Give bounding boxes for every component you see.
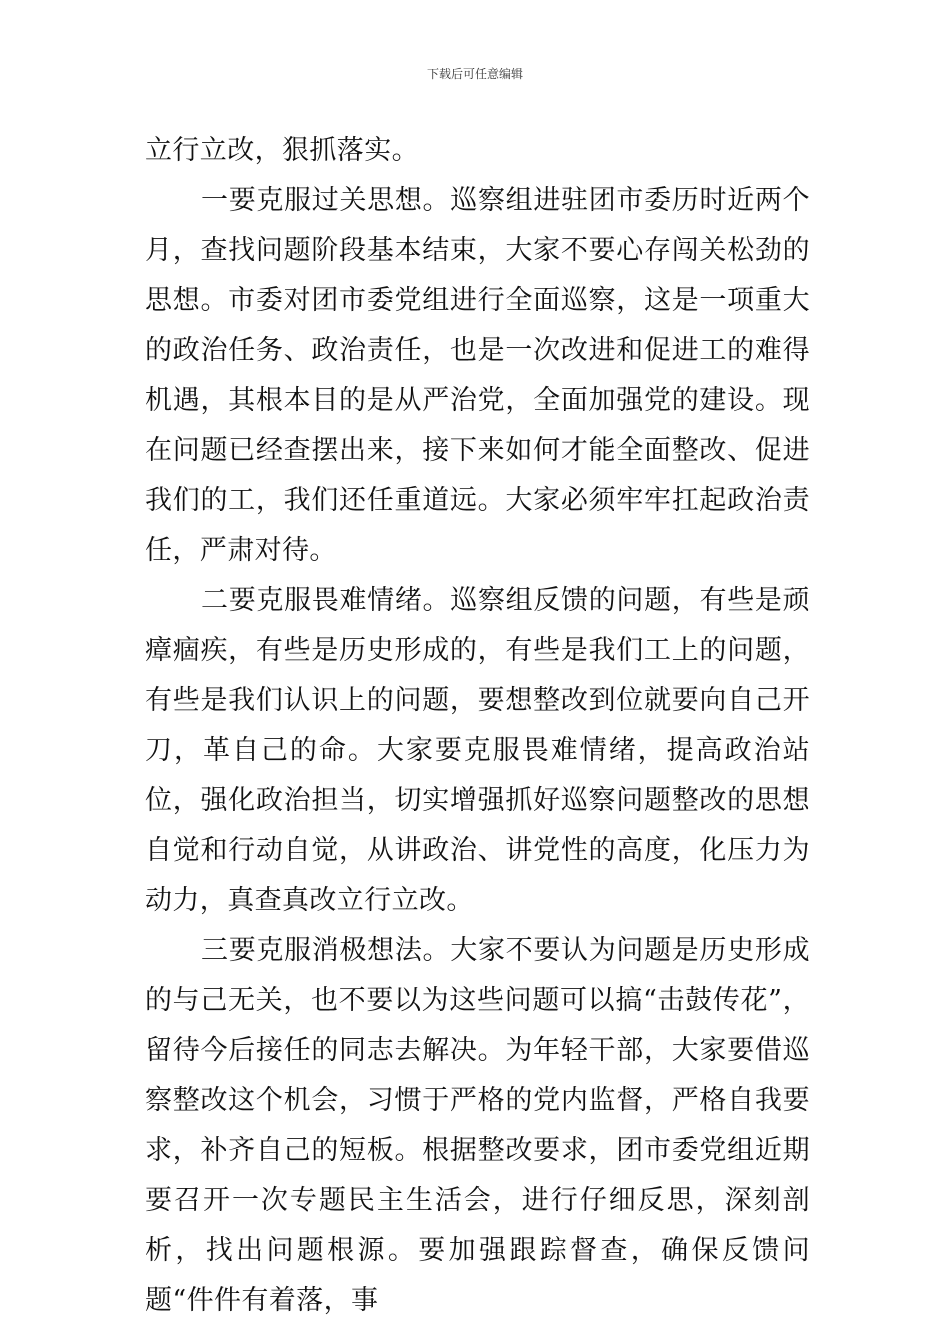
paragraph-first-point: 一要克服过关思想。巡察组进驻团市委历时近两个月，查找问题阶段基本结束，大家不要心存闯关松劲的思想。市委对团市委党组进行全面巡察，这是一项重大的政治任务、政治责任，也是一次改进和促进工的难得机遇，其根本目的是从严治党，全面加强党的建设。现在问题已经查摆出来，接下来如何才能全面整改、促进我们的工，我们还任重道远。大家必须牢牢扛起政治责任，严肃对待。	[145, 185, 810, 566]
page-header: 下载后可任意编辑	[426, 67, 523, 81]
paragraph-continuation: 立行立改，狠抓落实。	[145, 135, 419, 166]
document-body	[145, 126, 810, 1326]
paragraph-second-point: 二要克服畏难情绪。巡察组反馈的问题，有些是顽瘴痼疾，有些是历史形成的，有些是我们工上的问题，有些是我们认识上的问题，要想整改到位就要向自己开刀，革自己的命。大家要克服畏难情绪，提高政治站位，强化政治担当，切实增强抓好巡察问题整改的思想自觉和行动自觉，从讲政治、讲党性的高度，化压力为动力，真查真改立行立改。	[145, 585, 810, 916]
paragraph-third-point: 三要克服消极想法。大家不要认为问题是历史形成的与己无关，也不要以为这些问题可以搞“击鼓传花”，留待今后接任的同志去解决。为年轻干部，大家要借巡察整改这个机会，习惯于严格的党内监督，严格自我要求，补齐自己的短板。根据整改要求，团市委党组近期要召开一次专题民主生活会，进行仔细反思，深刻剖析，找出问题根源。要加强跟踪督查，确保反馈问题“件件有着落，事	[145, 935, 810, 1316]
